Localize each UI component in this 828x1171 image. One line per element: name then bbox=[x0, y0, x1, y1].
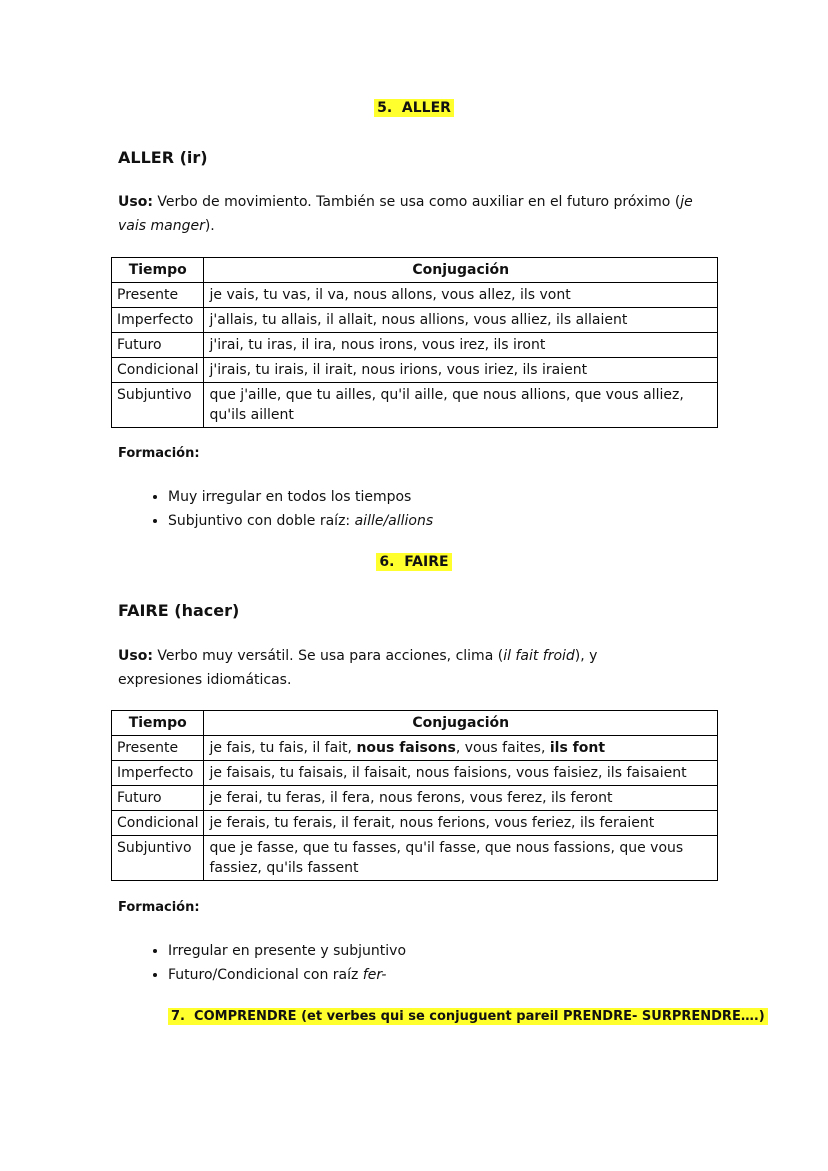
table-row bbox=[112, 811, 718, 836]
section-heading-comprendre bbox=[168, 1009, 768, 1024]
list-item: • Subjuntivo con doble raíz: aille/allions bbox=[168, 509, 433, 533]
conj-cell: je vais, tu vas, il va, nous allons, vous allez, ils vont bbox=[204, 283, 718, 308]
tense-cell: Imperfecto bbox=[112, 761, 204, 786]
table-row bbox=[112, 761, 718, 786]
list-item: • Muy irregular en todos los tiempos bbox=[168, 485, 433, 509]
highlight: 5. ALLER bbox=[374, 99, 454, 117]
tense-cell: Subjuntivo bbox=[112, 836, 204, 881]
tense-cell: Subjuntivo bbox=[112, 383, 204, 428]
uso-paragraph-aller: Uso: Verbo de movimiento. También se usa como auxiliar en el futuro próximo (je vais manger). bbox=[118, 194, 693, 234]
table-row bbox=[112, 358, 718, 383]
table-header-row bbox=[112, 711, 718, 736]
highlight: 7. COMPRENDRE (et verbes qui se conjuguent pareil PRENDRE- SURPRENDRE….) bbox=[168, 1008, 768, 1025]
conj-cell: je ferai, tu feras, il fera, nous ferons, vous ferez, ils feront bbox=[204, 786, 718, 811]
tense-cell: Imperfecto bbox=[112, 308, 204, 333]
table-row bbox=[112, 736, 718, 761]
conj-cell: que j'aille, que tu ailles, qu'il aille, que nous allions, que vous alliez, qu'ils aillent bbox=[204, 383, 718, 428]
header-tiempo: Tiempo bbox=[112, 711, 204, 736]
tense-cell: Condicional bbox=[112, 811, 204, 836]
header-conjugacion: Conjugación bbox=[204, 258, 718, 283]
conj-cell: je fais, tu fais, il fait, nous faisons, vous faites, ils font bbox=[204, 736, 718, 761]
conj-cell: j'irais, tu irais, il irait, nous irions, vous iriez, ils iraient bbox=[204, 358, 718, 383]
conjugation-table-aller bbox=[111, 257, 718, 428]
conj-cell: je ferais, tu ferais, il ferait, nous ferions, vous feriez, ils feraient bbox=[204, 811, 718, 836]
header-conjugacion: Conjugación bbox=[204, 711, 718, 736]
table-row bbox=[112, 283, 718, 308]
formacion-list-aller bbox=[118, 485, 433, 533]
verb-title-aller: ALLER (ir) bbox=[118, 148, 208, 167]
table-row bbox=[112, 308, 718, 333]
conj-cell: j'irai, tu iras, il ira, nous irons, vous irez, ils iront bbox=[204, 333, 718, 358]
formacion-label-faire: Formación: bbox=[118, 900, 200, 915]
formacion-label-aller: Formación: bbox=[118, 446, 200, 461]
highlight: 6. FAIRE bbox=[376, 553, 451, 571]
table-row bbox=[112, 836, 718, 881]
conj-cell: je faisais, tu faisais, il faisait, nous faisions, vous faisiez, ils faisaient bbox=[204, 761, 718, 786]
tense-cell: Presente bbox=[112, 736, 204, 761]
list-item: • Irregular en presente y subjuntivo bbox=[168, 939, 406, 963]
conjugation-table-faire bbox=[111, 710, 718, 881]
table-row bbox=[112, 383, 718, 428]
uso-paragraph-faire: Uso: Verbo muy versátil. Se usa para acciones, clima (il fait froid), y expresiones idiomáticas. bbox=[118, 648, 598, 688]
tense-cell: Futuro bbox=[112, 333, 204, 358]
conj-cell: que je fasse, que tu fasses, qu'il fasse, que nous fassions, que vous fassiez, qu'ils fassent bbox=[204, 836, 718, 881]
table-header-row bbox=[112, 258, 718, 283]
table-row bbox=[112, 333, 718, 358]
tense-cell: Presente bbox=[112, 283, 204, 308]
tense-cell: Condicional bbox=[112, 358, 204, 383]
section-heading-faire bbox=[0, 554, 828, 570]
conj-cell: j'allais, tu allais, il allait, nous allions, vous alliez, ils allaient bbox=[204, 308, 718, 333]
tense-cell: Futuro bbox=[112, 786, 204, 811]
verb-title-faire: FAIRE (hacer) bbox=[118, 601, 240, 620]
formacion-list-faire bbox=[118, 939, 406, 987]
table-row bbox=[112, 786, 718, 811]
header-tiempo: Tiempo bbox=[112, 258, 204, 283]
list-item: • Futuro/Condicional con raíz fer- bbox=[168, 963, 406, 987]
section-heading-aller bbox=[0, 100, 828, 116]
